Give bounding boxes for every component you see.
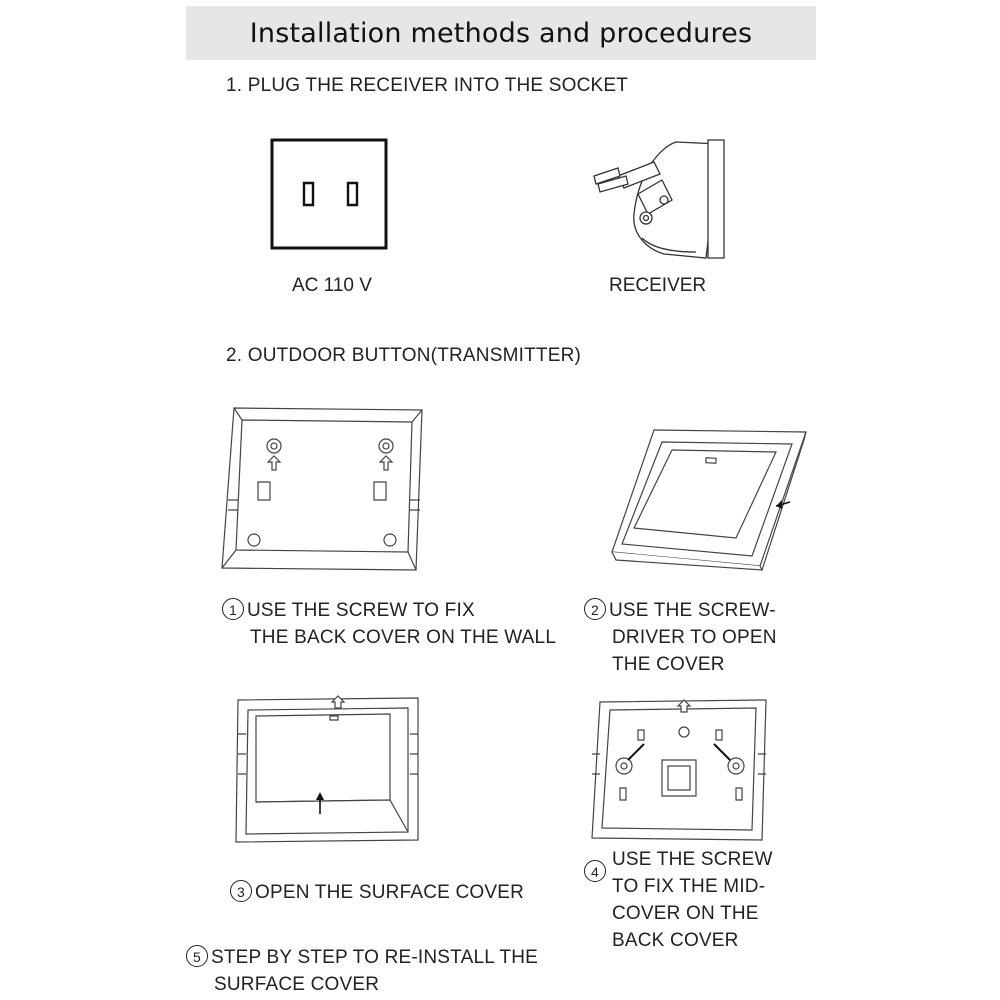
- socket-label: AC 110 V: [292, 275, 372, 296]
- page-title: Installation methods and procedures: [249, 17, 753, 49]
- substep-1-caption: 1 USE THE SCREW TO FIX THE BACK COVER ON THE WALL: [222, 597, 556, 651]
- switch-cover-illustration: [608, 420, 808, 570]
- substep-5-caption: 5 STEP BY STEP TO RE-INSTALL THE SURFACE COVER: [186, 944, 538, 998]
- step-number-1-badge: 1: [222, 598, 244, 620]
- mid-cover-illustration: [586, 694, 770, 844]
- substep-3-caption: 3 OPEN THE SURFACE COVER: [230, 879, 524, 906]
- step-number-3-badge: 3: [230, 880, 252, 902]
- step-number-4-badge: 4: [584, 860, 606, 882]
- receiver-label: RECEIVER: [609, 275, 707, 296]
- step-number-5-badge: 5: [186, 945, 208, 967]
- surface-cover-open-illustration: [230, 694, 426, 846]
- substep-2-caption: 2 USE THE SCREW- DRIVER TO OPEN THE COVER: [584, 597, 777, 678]
- back-cover-illustration: [214, 400, 434, 576]
- step-1-heading: 1. PLUG THE RECEIVER INTO THE SOCKET: [226, 75, 629, 96]
- title-banner: [186, 6, 816, 60]
- step-2-heading: 2. OUTDOOR BUTTON(TRANSMITTER): [226, 345, 582, 366]
- receiver-plug-illustration: [588, 136, 728, 260]
- substep-4-caption: 4 USE THE SCREW TO FIX THE MID- COVER ON THE BACK COVER: [584, 846, 773, 954]
- wall-socket-illustration: [270, 138, 388, 250]
- step-number-2-badge: 2: [584, 598, 606, 620]
